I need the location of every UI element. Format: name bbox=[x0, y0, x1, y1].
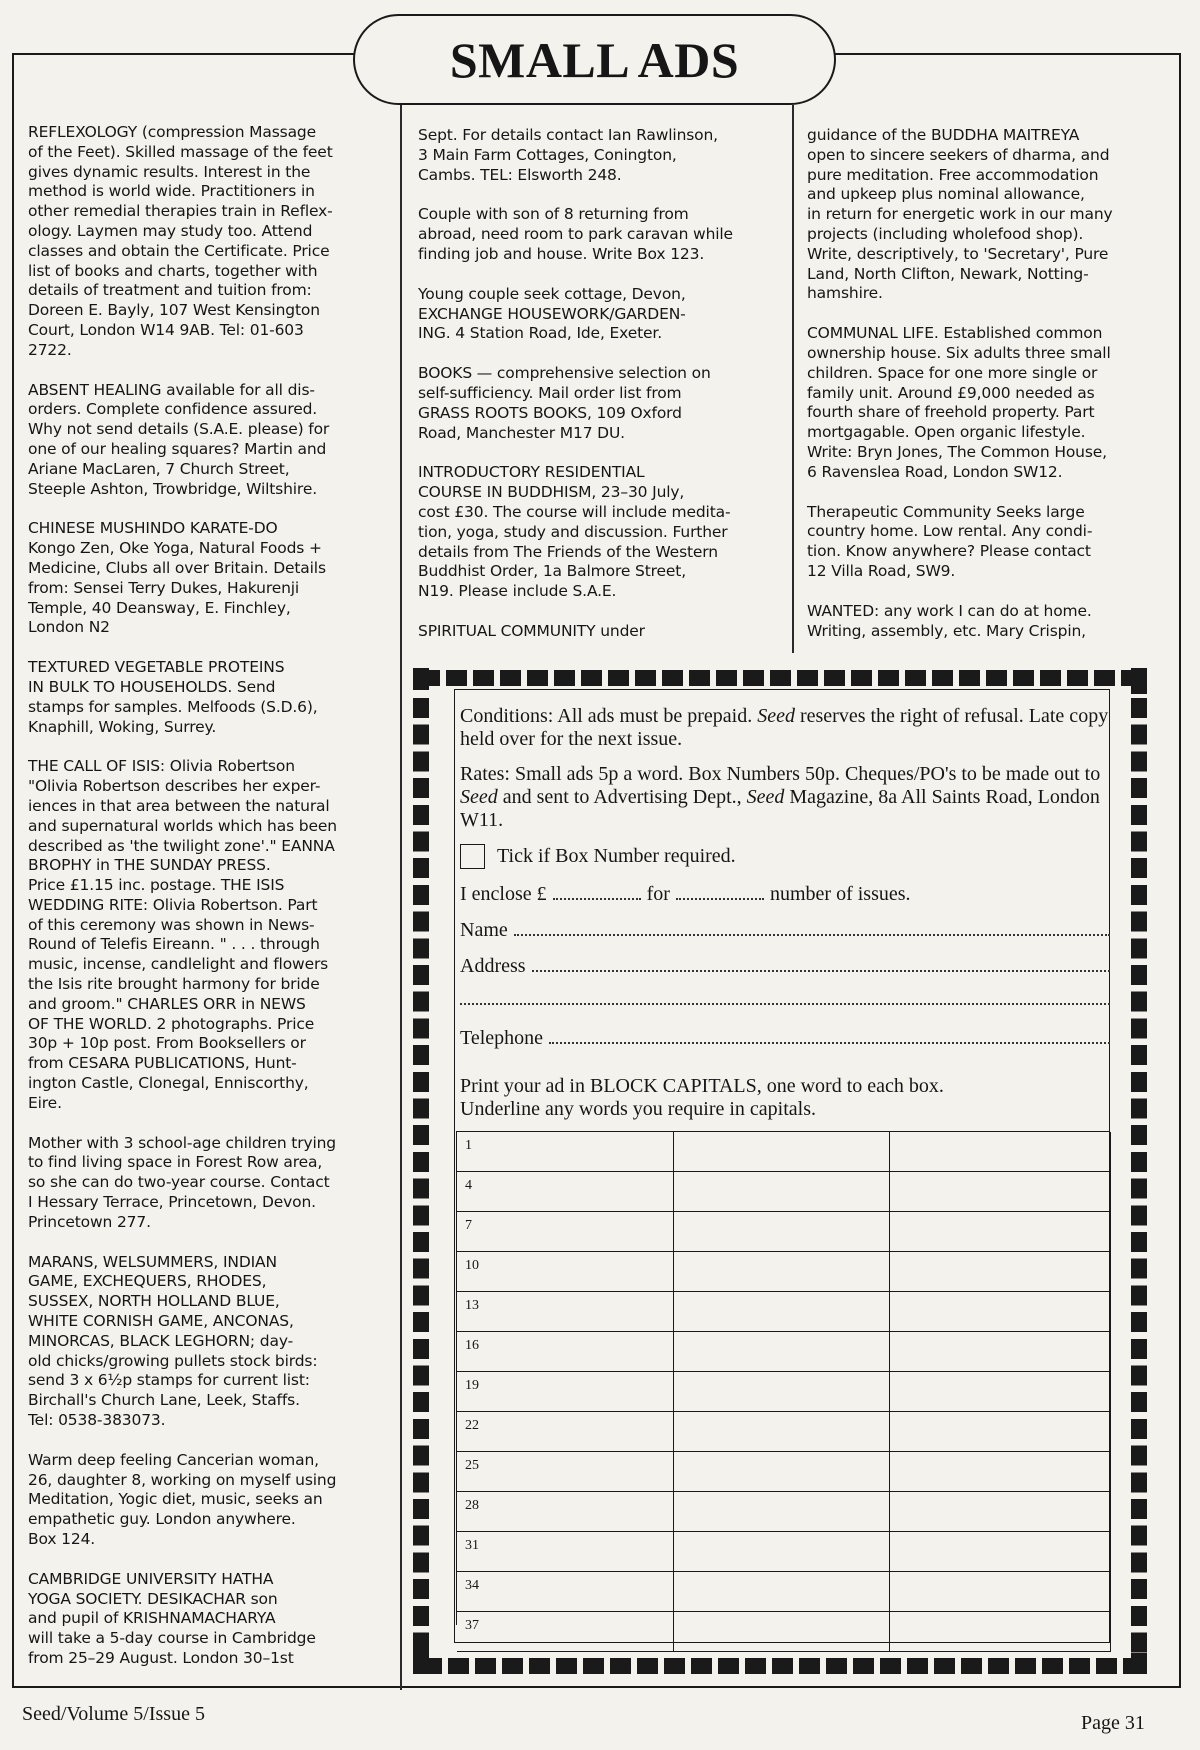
address-row-2 bbox=[460, 991, 1110, 1027]
rates-part-2: and sent to Advertising Dept., bbox=[502, 786, 742, 808]
column-1 bbox=[28, 123, 368, 1689]
address-field[interactable] bbox=[532, 958, 1110, 972]
word-box[interactable] bbox=[890, 1412, 1111, 1452]
footer-issue: Seed/Volume 5/Issue 5 bbox=[22, 1703, 205, 1725]
word-box-number: 4 bbox=[465, 1178, 472, 1193]
ad-mother-living-space: Mother with 3 school-age children trying to find living space in Forest Row area, so she can do two-year course. Contact I Hessary Terrace, Princetown, Devon. Princetown 277. bbox=[28, 1133, 336, 1231]
word-box[interactable] bbox=[674, 1532, 890, 1572]
ad-wanted-work: WANTED: any work I can do at home. Writing, assembly, etc. Mary Crispin, bbox=[807, 601, 1092, 640]
column-divider-2 bbox=[792, 105, 794, 653]
rates-part-3: Magazine, 8a All Saints Road, London W11. bbox=[460, 786, 1100, 831]
word-box[interactable] bbox=[890, 1252, 1111, 1292]
word-box[interactable] bbox=[674, 1252, 890, 1292]
word-box-number: 37 bbox=[465, 1618, 479, 1633]
box-number-label: Tick if Box Number required. bbox=[497, 845, 736, 867]
word-box[interactable] bbox=[457, 1452, 674, 1492]
address-row bbox=[460, 955, 1110, 991]
ad-cancerian-woman: Warm deep feeling Cancerian woman, 26, daughter 8, working on myself using Meditation, Yogic diet, music, seeks an empathetic guy. London anywhere. Box 124. bbox=[28, 1450, 337, 1548]
word-box-number: 28 bbox=[465, 1498, 479, 1513]
name-label: Name bbox=[460, 919, 508, 941]
word-box[interactable] bbox=[457, 1292, 674, 1332]
issues-field[interactable] bbox=[676, 886, 764, 900]
box-number-checkbox[interactable] bbox=[460, 844, 485, 869]
word-box[interactable] bbox=[890, 1132, 1111, 1172]
telephone-row bbox=[460, 1027, 1110, 1063]
word-box[interactable] bbox=[674, 1412, 890, 1452]
rates-seed: Seed bbox=[460, 786, 498, 808]
box-number-row bbox=[460, 844, 1110, 869]
enclose-row bbox=[460, 883, 1110, 919]
word-box[interactable] bbox=[457, 1332, 674, 1372]
title-banner bbox=[353, 14, 836, 105]
word-box[interactable] bbox=[674, 1212, 890, 1252]
rates-part-1: Rates: Small ads 5p a word. Box Numbers 50p. Cheques/PO's to be made out to bbox=[460, 763, 1101, 785]
enclose-label: I enclose £ bbox=[460, 883, 547, 905]
word-box-number: 19 bbox=[465, 1378, 479, 1393]
ad-call-of-isis: THE CALL OF ISIS: Olivia Robertson "Olivia Robertson describes her exper- iences in that area between the natural and supernatural worlds which has been described as 'the twilight zone'." EANNA BROPHY in THE SUNDAY PRESS. Price £1.15 inc. postage. THE ISIS WEDDING RITE: Olivia Robertson. Part of this ceremony was shown in News- Round of Telefis Eireann. " . . . through music, incense, candlelight and flowers the Isis rite brought harmony for bride and groom." CHARLES ORR in NEWS OF THE WORLD. 2 photographs. Price 30p + 10p post. From Booksellers or from CESARA PUBLICATIONS, Hunt- ington Castle, Clonegal, Enniscorthy, Eire. bbox=[28, 757, 337, 1112]
word-box[interactable] bbox=[890, 1212, 1111, 1252]
name-field[interactable] bbox=[514, 922, 1110, 936]
word-box[interactable] bbox=[457, 1492, 674, 1532]
print-instructions-line-2: Underline any words you require in capitals. bbox=[460, 1098, 817, 1120]
word-box[interactable] bbox=[457, 1372, 674, 1412]
word-box[interactable] bbox=[890, 1372, 1111, 1412]
print-instructions-line-1: Print your ad in BLOCK CAPITALS, one word to each box. bbox=[460, 1075, 944, 1097]
conditions-text bbox=[460, 705, 1110, 751]
telephone-label: Telephone bbox=[460, 1027, 544, 1049]
word-box[interactable] bbox=[674, 1452, 890, 1492]
word-box[interactable] bbox=[890, 1452, 1111, 1492]
address-label: Address bbox=[460, 955, 526, 977]
word-box[interactable] bbox=[674, 1332, 890, 1372]
ad-vegetable-proteins: TEXTURED VEGETABLE PROTEINS IN BULK TO HOUSEHOLDS. Send stamps for samples. Melfoods (S.D.6), Knaphill, Woking, Surrey. bbox=[28, 658, 318, 736]
word-box[interactable] bbox=[890, 1572, 1111, 1612]
page-title: SMALL ADS bbox=[449, 31, 740, 88]
issues-label: number of issues. bbox=[769, 883, 911, 905]
ad-therapeutic-community: Therapeutic Community Seeks large country home. Low rental. Any condi- tion. Know anywhere? Please contact 12 Villa Road, SW9. bbox=[807, 502, 1093, 580]
ad-reflexology: REFLEXOLOGY (compression Massage of the Feet). Skilled massage of the feet gives dynamic results. Interest in the method is world wide. Practitioners in other remedial therapies train in Reflex- ology. Laymen may study too. Attend classes and obtain the Certificate. Price list of books and charts, together with details of treatment and tuition from: Doreen E. Bayly, 107 West Kensington Court, London W14 9AB. Tel: 01-603 2722. bbox=[28, 123, 333, 359]
ad-communal-life: COMMUNAL LIFE. Established common ownership house. Six adults three small children. Space for one more single or family unit. Around £9,000 needed as fourth share of freehold property. Part mortgagable. Open organic lifestyle. Write: Bryn Jones, The Common House, 6 Ravenslea Road, London SW12. bbox=[807, 324, 1111, 481]
word-box[interactable] bbox=[674, 1572, 890, 1612]
form-corner-tl bbox=[413, 668, 429, 690]
word-box[interactable] bbox=[457, 1532, 674, 1572]
amount-field[interactable] bbox=[553, 886, 641, 900]
print-instructions bbox=[460, 1075, 1110, 1121]
word-box[interactable] bbox=[890, 1532, 1111, 1572]
ad-spiritual-community: SPIRITUAL COMMUNITY under bbox=[418, 621, 645, 640]
word-box[interactable] bbox=[890, 1332, 1111, 1372]
form-border-right bbox=[1131, 698, 1147, 1668]
word-box[interactable] bbox=[890, 1172, 1111, 1212]
word-box-number: 31 bbox=[465, 1538, 479, 1553]
ad-poultry: MARANS, WELSUMMERS, INDIAN GAME, EXCHEQUERS, RHODES, SUSSEX, NORTH HOLLAND BLUE, WHITE CORNISH GAME, ANCONAS, MINORCAS, BLACK LEGHORN; day- old chicks/growing pullets stock birds: send 3 x 6½p stamps for current list: Birchall's Church Lane, Leek, Staffs. Tel: 0538-383073. bbox=[28, 1252, 318, 1430]
word-box-number: 16 bbox=[465, 1338, 479, 1353]
ad-karate: CHINESE MUSHINDO KARATE-DO Kongo Zen, Oke Yoga, Natural Foods + Medicine, Clubs all over Britain. Details from: Sensei Terry Dukes, Hakurenji Temple, 40 Deansway, E. Finchley, London N2 bbox=[28, 519, 326, 637]
name-row bbox=[460, 919, 1110, 955]
word-box[interactable] bbox=[674, 1172, 890, 1212]
column-divider-1 bbox=[400, 105, 402, 1690]
ad-hatha-yoga: CAMBRIDGE UNIVERSITY HATHA YOGA SOCIETY. DESIKACHAR son and pupil of KRISHNAMACHARYA will take a 5-day course in Cambridge from 25–29 August. London 30–1st bbox=[28, 1569, 316, 1667]
word-box[interactable] bbox=[674, 1292, 890, 1332]
word-box[interactable] bbox=[457, 1132, 674, 1172]
word-box-number: 1 bbox=[465, 1138, 472, 1153]
for-label: for bbox=[646, 883, 670, 905]
word-box[interactable] bbox=[457, 1612, 674, 1652]
word-box[interactable] bbox=[457, 1252, 674, 1292]
word-box[interactable] bbox=[890, 1492, 1111, 1532]
word-box-number: 25 bbox=[465, 1458, 479, 1473]
footer-page-number: Page 31 bbox=[1081, 1712, 1145, 1734]
ad-grass-roots-books: BOOKS — comprehensive selection on self-sufficiency. Mail order list from GRASS ROOTS BOOKS, 109 Oxford Road, Manchester M17 DU. bbox=[418, 364, 711, 442]
word-box[interactable] bbox=[457, 1172, 674, 1212]
word-box[interactable] bbox=[674, 1372, 890, 1412]
word-box[interactable] bbox=[674, 1612, 890, 1652]
order-form bbox=[460, 705, 1110, 1121]
rates-text bbox=[460, 763, 1110, 832]
conditions-seed: Seed bbox=[757, 705, 795, 727]
ad-absent-healing: ABSENT HEALING available for all dis- orders. Complete confidence assured. Why not send details (S.A.E. please) for one of our healing squares? Martin and Ariane MacLaren, 7 Church Street, Steeple Ashton, Trowbridge, Wiltshire. bbox=[28, 380, 330, 498]
conditions-part-2: reserves the right of refusal. Late copy held over for the next issue. bbox=[460, 705, 1109, 750]
rates-seed-2: Seed bbox=[746, 786, 785, 808]
conditions-part-1: Conditions: All ads must be prepaid. bbox=[460, 705, 753, 727]
word-box-number: 7 bbox=[465, 1218, 472, 1233]
form-border-left bbox=[413, 698, 429, 1658]
word-box[interactable] bbox=[890, 1612, 1111, 1652]
word-box[interactable] bbox=[457, 1212, 674, 1252]
column-3 bbox=[807, 126, 1157, 661]
word-box[interactable] bbox=[457, 1572, 674, 1612]
form-border-bottom bbox=[421, 1658, 1135, 1674]
address-field-2[interactable] bbox=[460, 991, 1110, 1005]
word-box-number: 13 bbox=[465, 1298, 479, 1313]
ad-buddha-maitreya: guidance of the BUDDHA MAITREYA open to sincere seekers of dharma, and pure meditation. Free accommodation and upkeep plus nominal allowance, in return for energetic work in our many projects (including wholefood shop). Write, descriptively, to 'Secretary', Pure Land, North Clifton, Newark, Notting- hamshire. bbox=[807, 126, 1113, 303]
form-corner-tr bbox=[1131, 668, 1147, 694]
word-box-grid bbox=[456, 1131, 1110, 1633]
column-2 bbox=[418, 126, 758, 662]
word-box[interactable] bbox=[890, 1292, 1111, 1332]
word-box-number: 34 bbox=[465, 1578, 479, 1593]
word-box-number: 22 bbox=[465, 1418, 479, 1433]
word-box[interactable] bbox=[457, 1412, 674, 1452]
word-box[interactable] bbox=[674, 1132, 890, 1172]
word-box[interactable] bbox=[674, 1492, 890, 1532]
form-border-top bbox=[419, 670, 1135, 686]
word-box-number: 10 bbox=[465, 1258, 479, 1273]
ad-devon-cottage: Young couple seek cottage, Devon, EXCHANGE HOUSEWORK/GARDEN- ING. 4 Station Road, Ide, Exeter. bbox=[418, 284, 686, 343]
ad-buddhism-course: INTRODUCTORY RESIDENTIAL COURSE IN BUDDHISM, 23–30 July, cost £30. The course will include medita- tion, yoga, study and discussion. Further details from The Friends of the Western Buddhist Order, 1a Balmore Street, N19. Please include S.A.E. bbox=[418, 463, 731, 601]
ad-ian-rawlinson: Sept. For details contact Ian Rawlinson, 3 Main Farm Cottages, Conington, Cambs. TEL: Elsworth 248. bbox=[418, 126, 718, 184]
telephone-field[interactable] bbox=[549, 1030, 1110, 1044]
ad-caravan: Couple with son of 8 returning from abroad, need room to park caravan while finding job and house. Write Box 123. bbox=[418, 205, 733, 263]
